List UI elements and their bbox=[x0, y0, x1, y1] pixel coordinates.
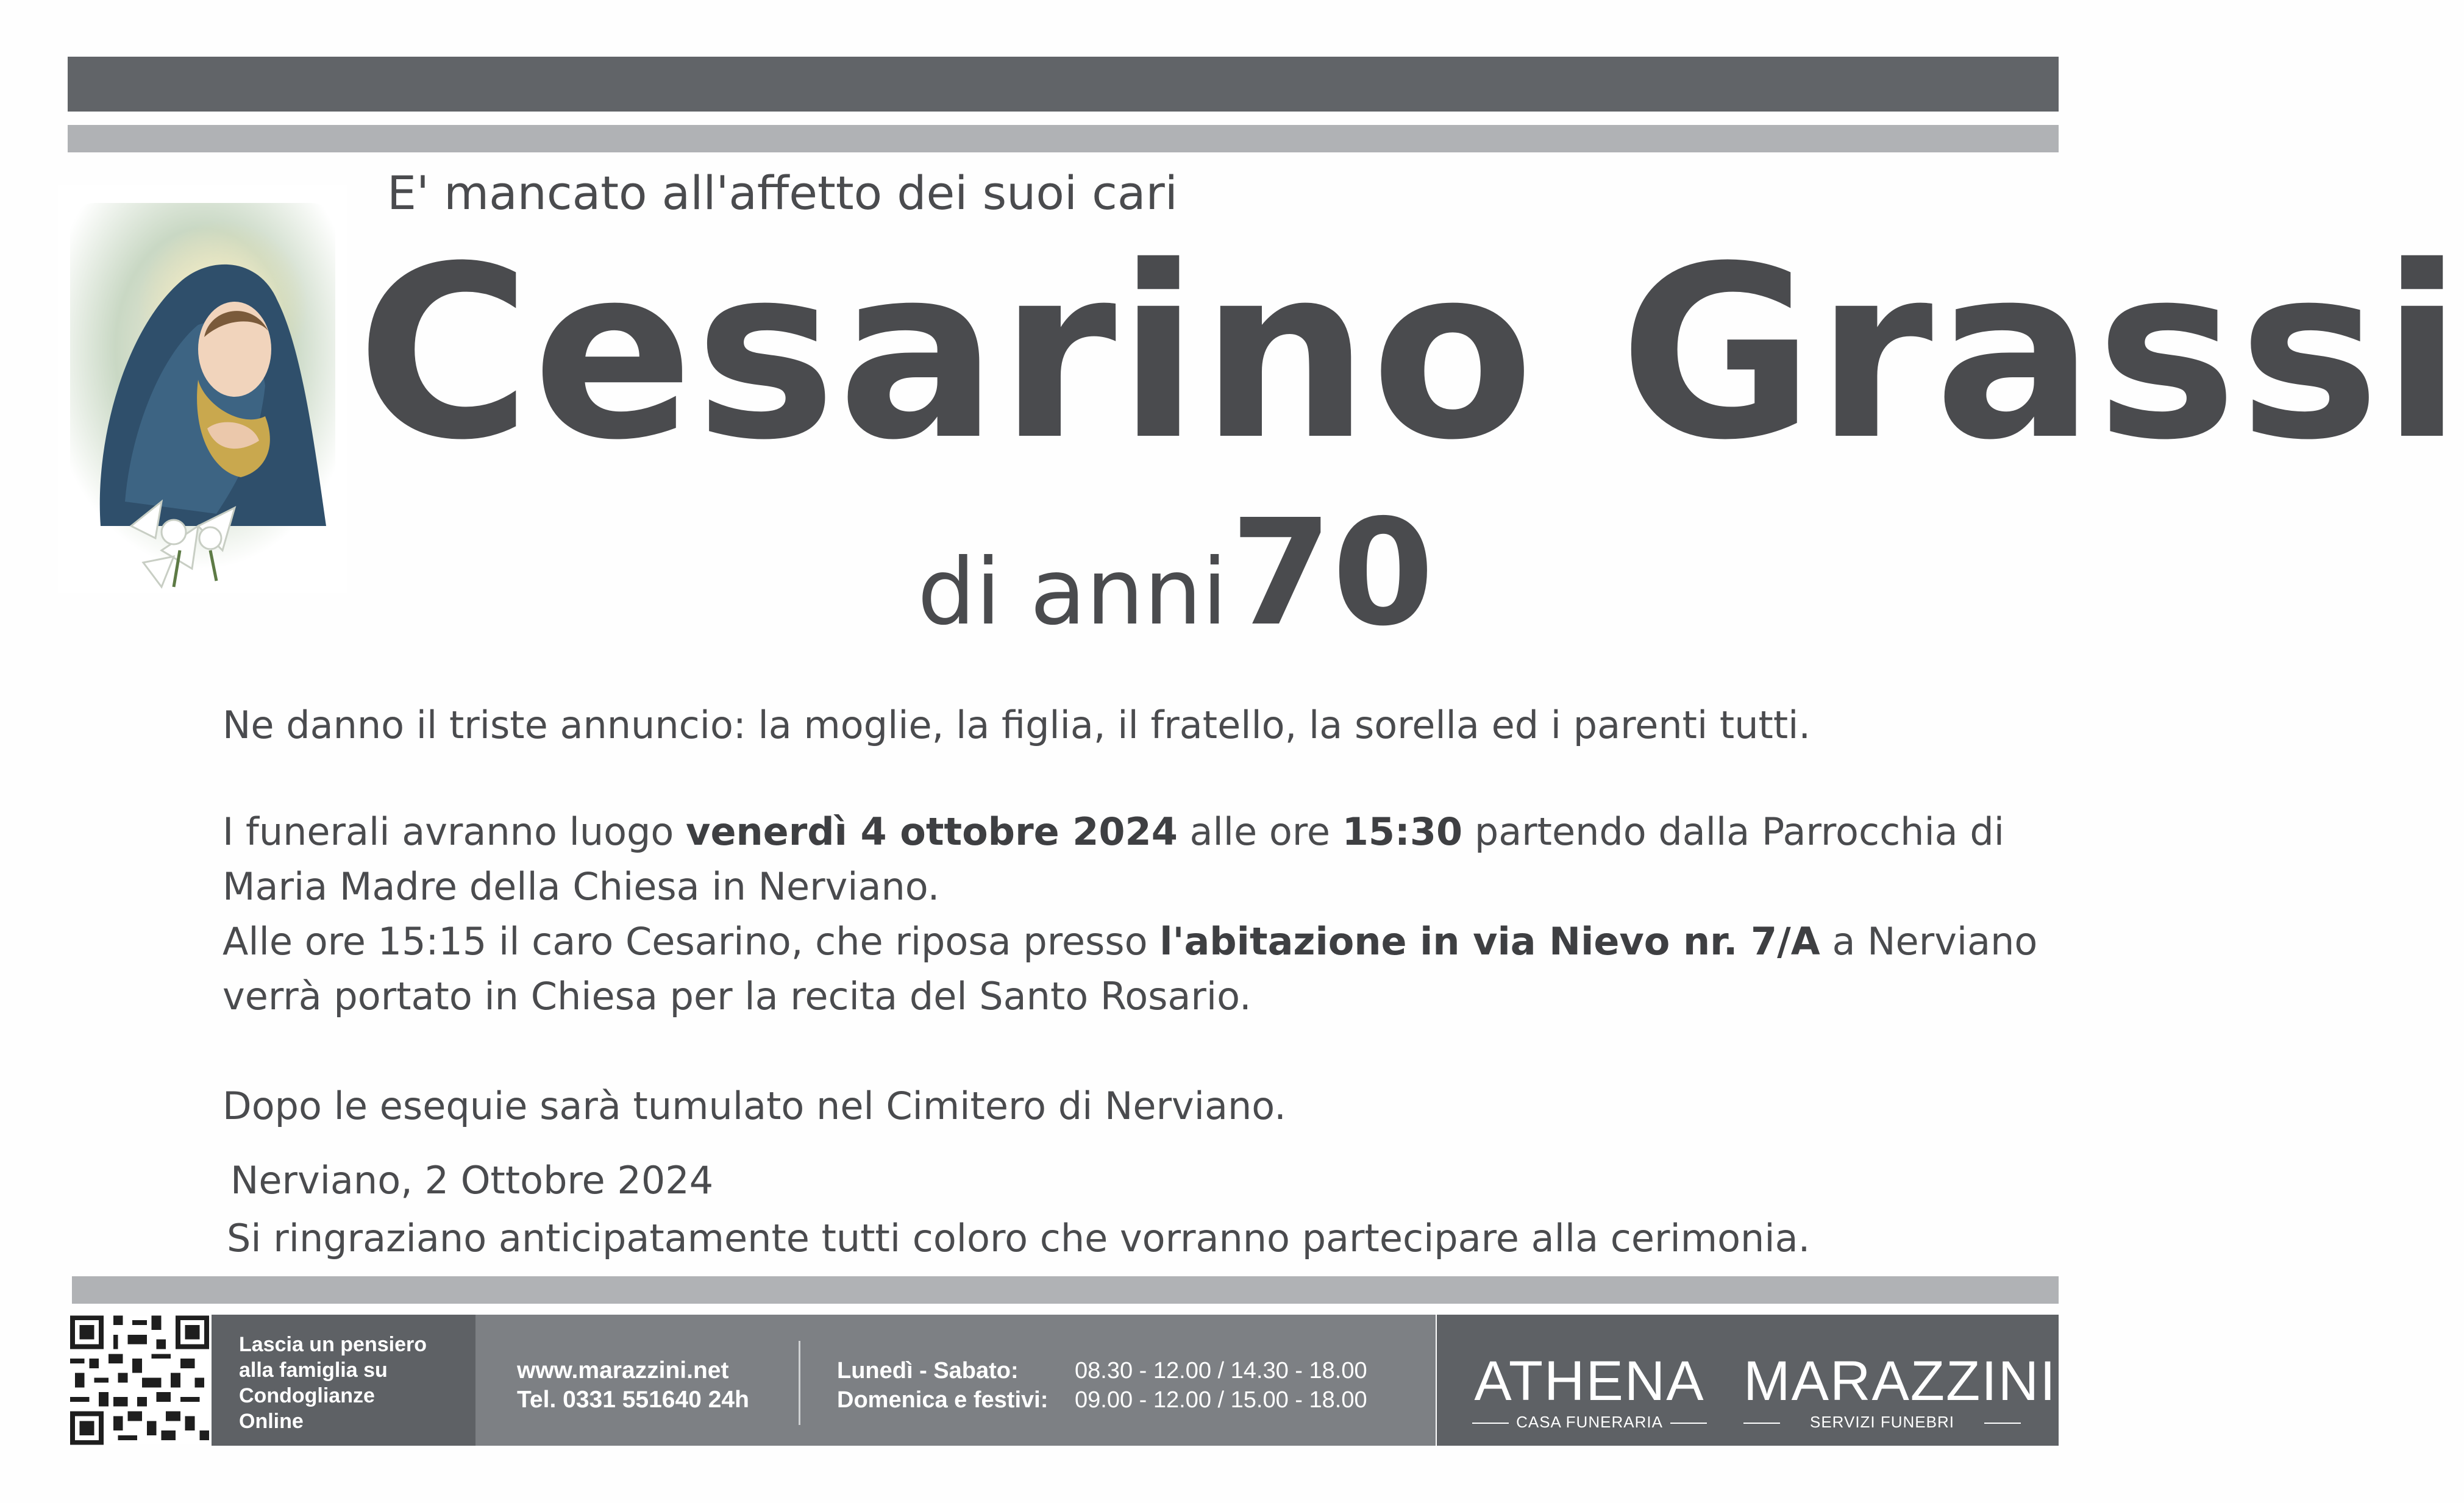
website-link[interactable]: www.marazzini.net bbox=[517, 1357, 729, 1384]
athena-logo-name: ATHENA bbox=[1474, 1350, 1705, 1412]
funeral-date: venerdì 4 ottobre 2024 bbox=[686, 809, 1178, 854]
footer-divider bbox=[799, 1341, 800, 1425]
athena-logo-sub: CASA FUNERARIA bbox=[1472, 1413, 1707, 1432]
age-label: di anni bbox=[917, 539, 1228, 645]
condolences-text[interactable] bbox=[239, 1332, 427, 1434]
qr-code-icon[interactable] bbox=[70, 1315, 209, 1446]
funeral-text-3: partendo dalla Parrocchia di Maria Madre della Chiesa in Nerviano. bbox=[223, 809, 2004, 909]
age-value: 70 bbox=[1230, 488, 1434, 658]
marazzini-logo bbox=[1743, 1350, 2057, 1432]
thanks-text: Si ringraziano anticipatamente tutti coloro che vorranno partecipare alla cerimonia. bbox=[227, 1216, 1811, 1260]
rosary-text-2: a Nerviano verrà portato in Chiesa per la recita del Santo Rosario. bbox=[223, 919, 2038, 1018]
condolences-line: Lascia un pensiero bbox=[239, 1333, 427, 1356]
contact-info bbox=[517, 1356, 749, 1415]
funeral-paragraph bbox=[223, 805, 2039, 1024]
funeral-text-1: I funerali avranno luogo bbox=[223, 809, 686, 854]
opening-hours bbox=[1075, 1356, 1367, 1415]
deceased-name: Cesarino Grassi bbox=[357, 215, 2464, 492]
athena-logo bbox=[1472, 1350, 1707, 1432]
condolences-line: Condoglianze bbox=[239, 1384, 375, 1407]
days-holidays: Domenica e festivi: bbox=[837, 1387, 1049, 1413]
burial-text: Dopo le esequie sarà tumulato nel Cimitero di Nerviano. bbox=[223, 1084, 1286, 1128]
rosary-place: l'abitazione in via Nievo nr. 7/A bbox=[1159, 919, 1820, 964]
phone-number[interactable]: Tel. 0331 551640 24h bbox=[517, 1387, 749, 1413]
funeral-text-2: alle ore bbox=[1177, 809, 1342, 854]
rosary-text-1: Alle ore 15:15 il caro Cesarino, che riposa presso bbox=[223, 919, 1160, 964]
madonna-icon bbox=[58, 185, 347, 593]
age-line bbox=[917, 488, 1434, 658]
header-light-bar bbox=[68, 125, 2059, 152]
header-dark-bar bbox=[68, 57, 2059, 112]
condolences-line: alla famiglia su bbox=[239, 1359, 388, 1382]
opening-days bbox=[837, 1356, 1048, 1415]
intro-text: E' mancato all'affetto dei suoi cari bbox=[387, 166, 1178, 220]
place-date: Nerviano, 2 Ottobre 2024 bbox=[230, 1158, 714, 1203]
condolences-line: Online bbox=[239, 1410, 304, 1433]
hours-weekdays: 08.30 - 12.00 / 14.30 - 18.00 bbox=[1075, 1358, 1367, 1384]
marazzini-logo-sub: SERVIZI FUNEBRI bbox=[1743, 1413, 2021, 1432]
hours-holidays: 09.00 - 12.00 / 15.00 - 18.00 bbox=[1075, 1387, 1367, 1413]
announcement-text: Ne danno il triste annuncio: la moglie, la figlia, il fratello, la sorella ed i parenti tutti. bbox=[223, 703, 1811, 747]
funeral-time: 15:30 bbox=[1342, 809, 1463, 854]
marazzini-logo-name: MARAZZINI bbox=[1743, 1350, 2057, 1412]
days-weekdays: Lunedì - Sabato: bbox=[837, 1358, 1019, 1384]
footer-light-bar bbox=[72, 1276, 2059, 1304]
